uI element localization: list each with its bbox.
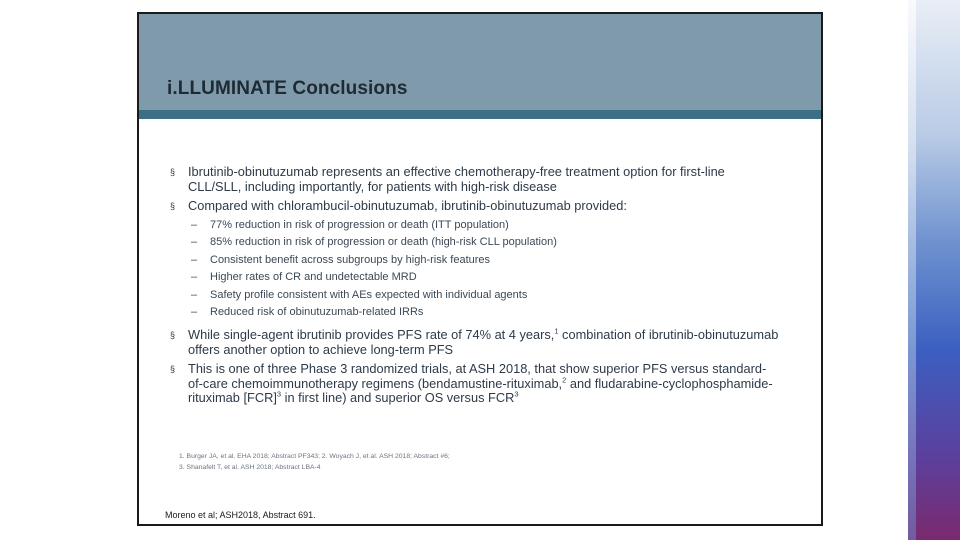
sub-bullet-marker: –: [191, 306, 198, 319]
sub-bullet-list: [169, 217, 781, 323]
bullet-item: [169, 199, 781, 214]
sub-bullet-text: Higher rates of CR and undetectable MRD: [210, 271, 417, 284]
slide: [137, 12, 823, 526]
footnote-ref: 1: [554, 326, 559, 336]
bullet-item: [169, 165, 781, 194]
footnotes: [179, 451, 739, 473]
sub-bullet-marker: –: [191, 218, 198, 231]
decorative-side-bar: [908, 0, 960, 540]
bullet-text: Ibrutinib-obinutuzumab represents an effective chemotherapy-free treatment option for first-line CLL/SLL, including importantly, for patients with high-risk disease: [188, 164, 725, 194]
sub-bullet-text: Safety profile consistent with AEs expected with individual agents: [210, 288, 528, 301]
footnote-line: 1. Burger JA, et al. EHA 2018; Abstract PF343; 2. Woyach J, et al. ASH 2018; Abstract #6;: [179, 453, 450, 460]
slide-title: i.LLUMINATE Conclusions: [167, 78, 408, 99]
sub-bullet-item: [169, 269, 781, 287]
bullet-text: Compared with chlorambucil-obinutuzumab, ibrutinib-obinutuzumab provided:: [188, 198, 627, 213]
sub-bullet-marker: –: [191, 271, 198, 284]
sub-bullet-marker: –: [191, 236, 198, 249]
bullet-marker: §: [170, 201, 176, 211]
sub-bullet-text: 85% reduction in risk of progression or death (high-risk CLL population): [210, 236, 557, 249]
bullet-marker: §: [170, 330, 176, 341]
footnote-ref: 2: [562, 375, 567, 385]
sub-bullet-marker: –: [191, 288, 198, 301]
sub-bullet-item: [169, 234, 781, 252]
sub-bullet-text: Reduced risk of obinutuzumab-related IRRs: [210, 306, 424, 319]
slide-header: [139, 14, 821, 110]
sub-bullet-item: [169, 287, 781, 305]
footnote-ref: 3: [514, 389, 519, 399]
footnote-ref: 3: [276, 389, 282, 399]
bullet-text: While single-agent ibrutinib provides PFS rate of 74% at 4 years,$^1$ combination of ibrutinib-obinutuzumab offers another option to achieve long-term PFS: [188, 326, 779, 357]
sub-bullet-item: [169, 304, 781, 322]
bullet-marker: §: [170, 364, 176, 375]
citation: Moreno et al; ASH2018, Abstract 691.: [165, 510, 316, 520]
bullet-item: [169, 328, 781, 357]
bullet-item: [169, 362, 781, 406]
bullet-list: [169, 165, 781, 406]
sub-bullet-item: [169, 252, 781, 270]
sub-bullet-text: Consistent benefit across subgroups by high-risk features: [210, 253, 491, 266]
sub-bullet-item: [169, 217, 781, 235]
bullet-text: This is one of three Phase 3 randomized trials, at ASH 2018, that show superior PFS versus standard-of-care chemoimmunotherapy regimens (bendamustine-rituximab,$^2$ and fludarabine-cyclophosphamide-rituximab [FCR]$^3$ in first line) and superior OS versus FCR$^3$: [188, 361, 773, 406]
bullet-marker: §: [170, 167, 176, 177]
footnote-line: 3. Shanafelt T, et al. ASH 2018; Abstract LBA-4: [179, 464, 321, 471]
sub-bullet-text: 77% reduction in risk of progression or death (ITT population): [210, 218, 509, 231]
sub-bullet-marker: –: [191, 253, 198, 266]
header-band: [139, 110, 821, 119]
